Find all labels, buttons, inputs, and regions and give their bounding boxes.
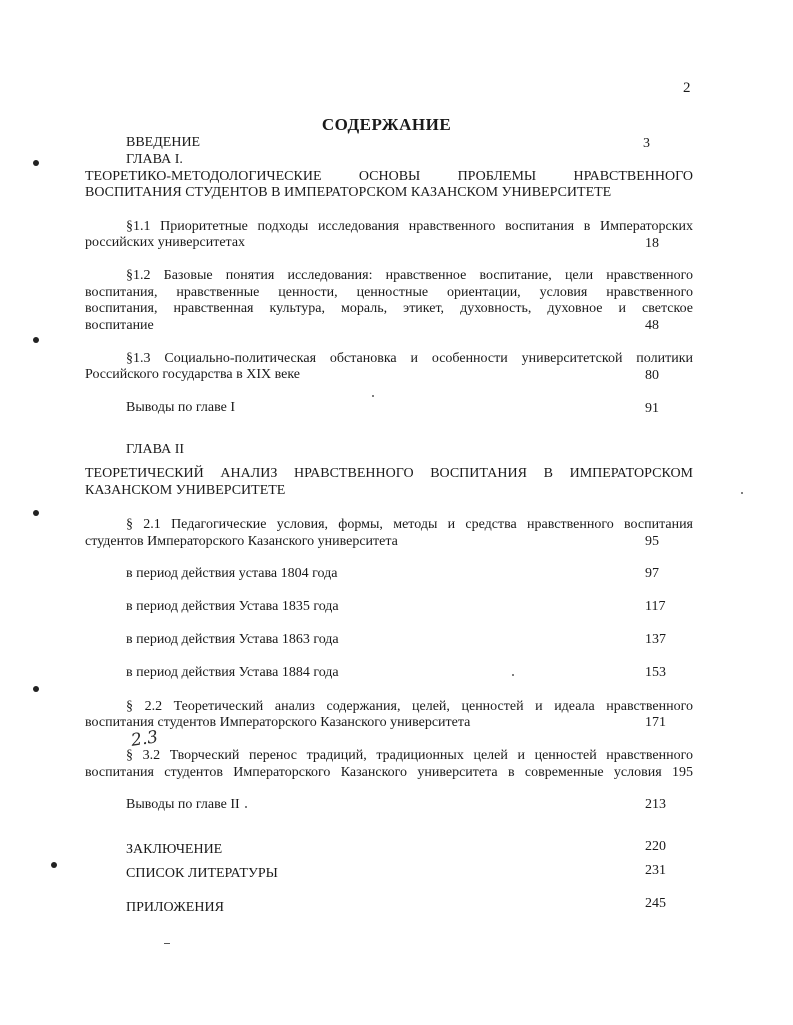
chapter2-conclusions-page: 213	[645, 797, 666, 812]
chapter2-label: ГЛАВА II	[126, 442, 185, 457]
section-1-2-line3: воспитания, нравственная культура, мораль, этикет, духовность, духовное и светское	[85, 301, 693, 316]
section-1-3-line1: §1.3 Социально-политическая обстановка и особенности университетской политики	[126, 351, 693, 366]
binder-hole-mark	[33, 686, 39, 692]
period-1863-page: 137	[645, 632, 666, 647]
conclusion-page: 220	[645, 839, 666, 854]
period-1863: в период действия Устава 1863 года	[126, 632, 339, 647]
handwritten-correction: 2.3	[129, 727, 160, 751]
scan-speck	[512, 674, 514, 676]
chapter2-conclusions: Выводы по главе II	[126, 797, 240, 812]
period-1835-page: 117	[645, 599, 666, 614]
chapter1-conclusions-page: 91	[645, 401, 659, 416]
page-number: 2	[683, 80, 691, 96]
period-1804: в период действия устава 1804 года	[126, 566, 338, 581]
appendices-page: 245	[645, 896, 666, 911]
chapter2-title-line1: ТЕОРЕТИЧЕСКИЙ АНАЛИЗ НРАВСТВЕННОГО ВОСПИТАНИЯ В ИМПЕРАТОРСКОМ	[85, 466, 693, 481]
section-2-2-line2: воспитания студентов Императорского Казанского университета	[85, 715, 471, 730]
binder-hole-mark	[33, 510, 39, 516]
bibliography-label: СПИСОК ЛИТЕРАТУРЫ	[126, 866, 278, 881]
period-1835: в период действия Устава 1835 года	[126, 599, 339, 614]
bibliography-page: 231	[645, 863, 666, 878]
scan-speck	[245, 806, 247, 808]
section-3-2-line2: воспитания студентов Императорского Казанского университета в современные условия 195	[85, 765, 693, 780]
section-2-1-page: 95	[645, 534, 659, 549]
binder-hole-mark	[51, 862, 57, 868]
binder-hole-mark	[33, 160, 39, 166]
section-1-3-page: 80	[645, 368, 659, 383]
period-1884: в период действия Устава 1884 года	[126, 665, 339, 680]
toc-title: СОДЕРЖАНИЕ	[321, 115, 452, 134]
section-3-2-line1: § 3.2 Творческий перенос традиций, традиционных целей и ценностей нравственного	[126, 748, 693, 763]
chapter1-conclusions: Выводы по главе I	[126, 400, 236, 415]
section-1-3-line2: Российского государства в XIX веке	[85, 367, 300, 382]
section-1-2-line2: воспитания, нравственные ценности, ценностные ориентации, условия нравственного	[85, 285, 693, 300]
section-1-1-page: 18	[645, 236, 659, 251]
binder-hole-mark	[33, 337, 39, 343]
section-1-1-line1: §1.1 Приоритетные подходы исследования нравственного воспитания в Императорских	[126, 219, 693, 234]
chapter1-title-line2: ВОСПИТАНИЯ СТУДЕНТОВ В ИМПЕРАТОРСКОМ КАЗАНСКОМ УНИВЕРСИТЕТЕ	[85, 185, 612, 200]
chapter2-title-line2: КАЗАНСКОМ УНИВЕРСИТЕТЕ	[85, 483, 286, 498]
chapter1-label: ГЛАВА I.	[126, 152, 183, 167]
section-2-1-line2: студентов Императорского Казанского университета	[85, 534, 398, 549]
section-2-2-page: 171	[645, 715, 666, 730]
section-1-2-line1: §1.2 Базовые понятия исследования: нравственное воспитание, цели нравственного	[126, 268, 693, 283]
section-1-2-page: 48	[645, 318, 659, 333]
scan-speck	[164, 943, 170, 944]
intro-label: ВВЕДЕНИЕ	[126, 135, 201, 150]
intro-page: 3	[643, 136, 650, 151]
section-2-2-line1: § 2.2 Теоретический анализ содержания, целей, ценностей и идеала нравственного	[126, 699, 693, 714]
scan-speck	[741, 492, 743, 494]
section-1-1-line2: российских университетах	[85, 235, 246, 250]
appendices-label: ПРИЛОЖЕНИЯ	[126, 900, 224, 915]
section-2-1-line1: § 2.1 Педагогические условия, формы, методы и средства нравственного воспитания	[126, 517, 693, 532]
scan-speck	[372, 395, 374, 397]
chapter1-title-line1: ТЕОРЕТИКО-МЕТОДОЛОГИЧЕСКИЕ ОСНОВЫ ПРОБЛЕМЫ НРАВСТВЕННОГО	[85, 169, 693, 184]
section-1-2-line4: воспитание	[85, 318, 154, 333]
period-1804-page: 97	[645, 566, 659, 581]
period-1884-page: 153	[645, 665, 666, 680]
conclusion-label: ЗАКЛЮЧЕНИЕ	[126, 842, 223, 857]
